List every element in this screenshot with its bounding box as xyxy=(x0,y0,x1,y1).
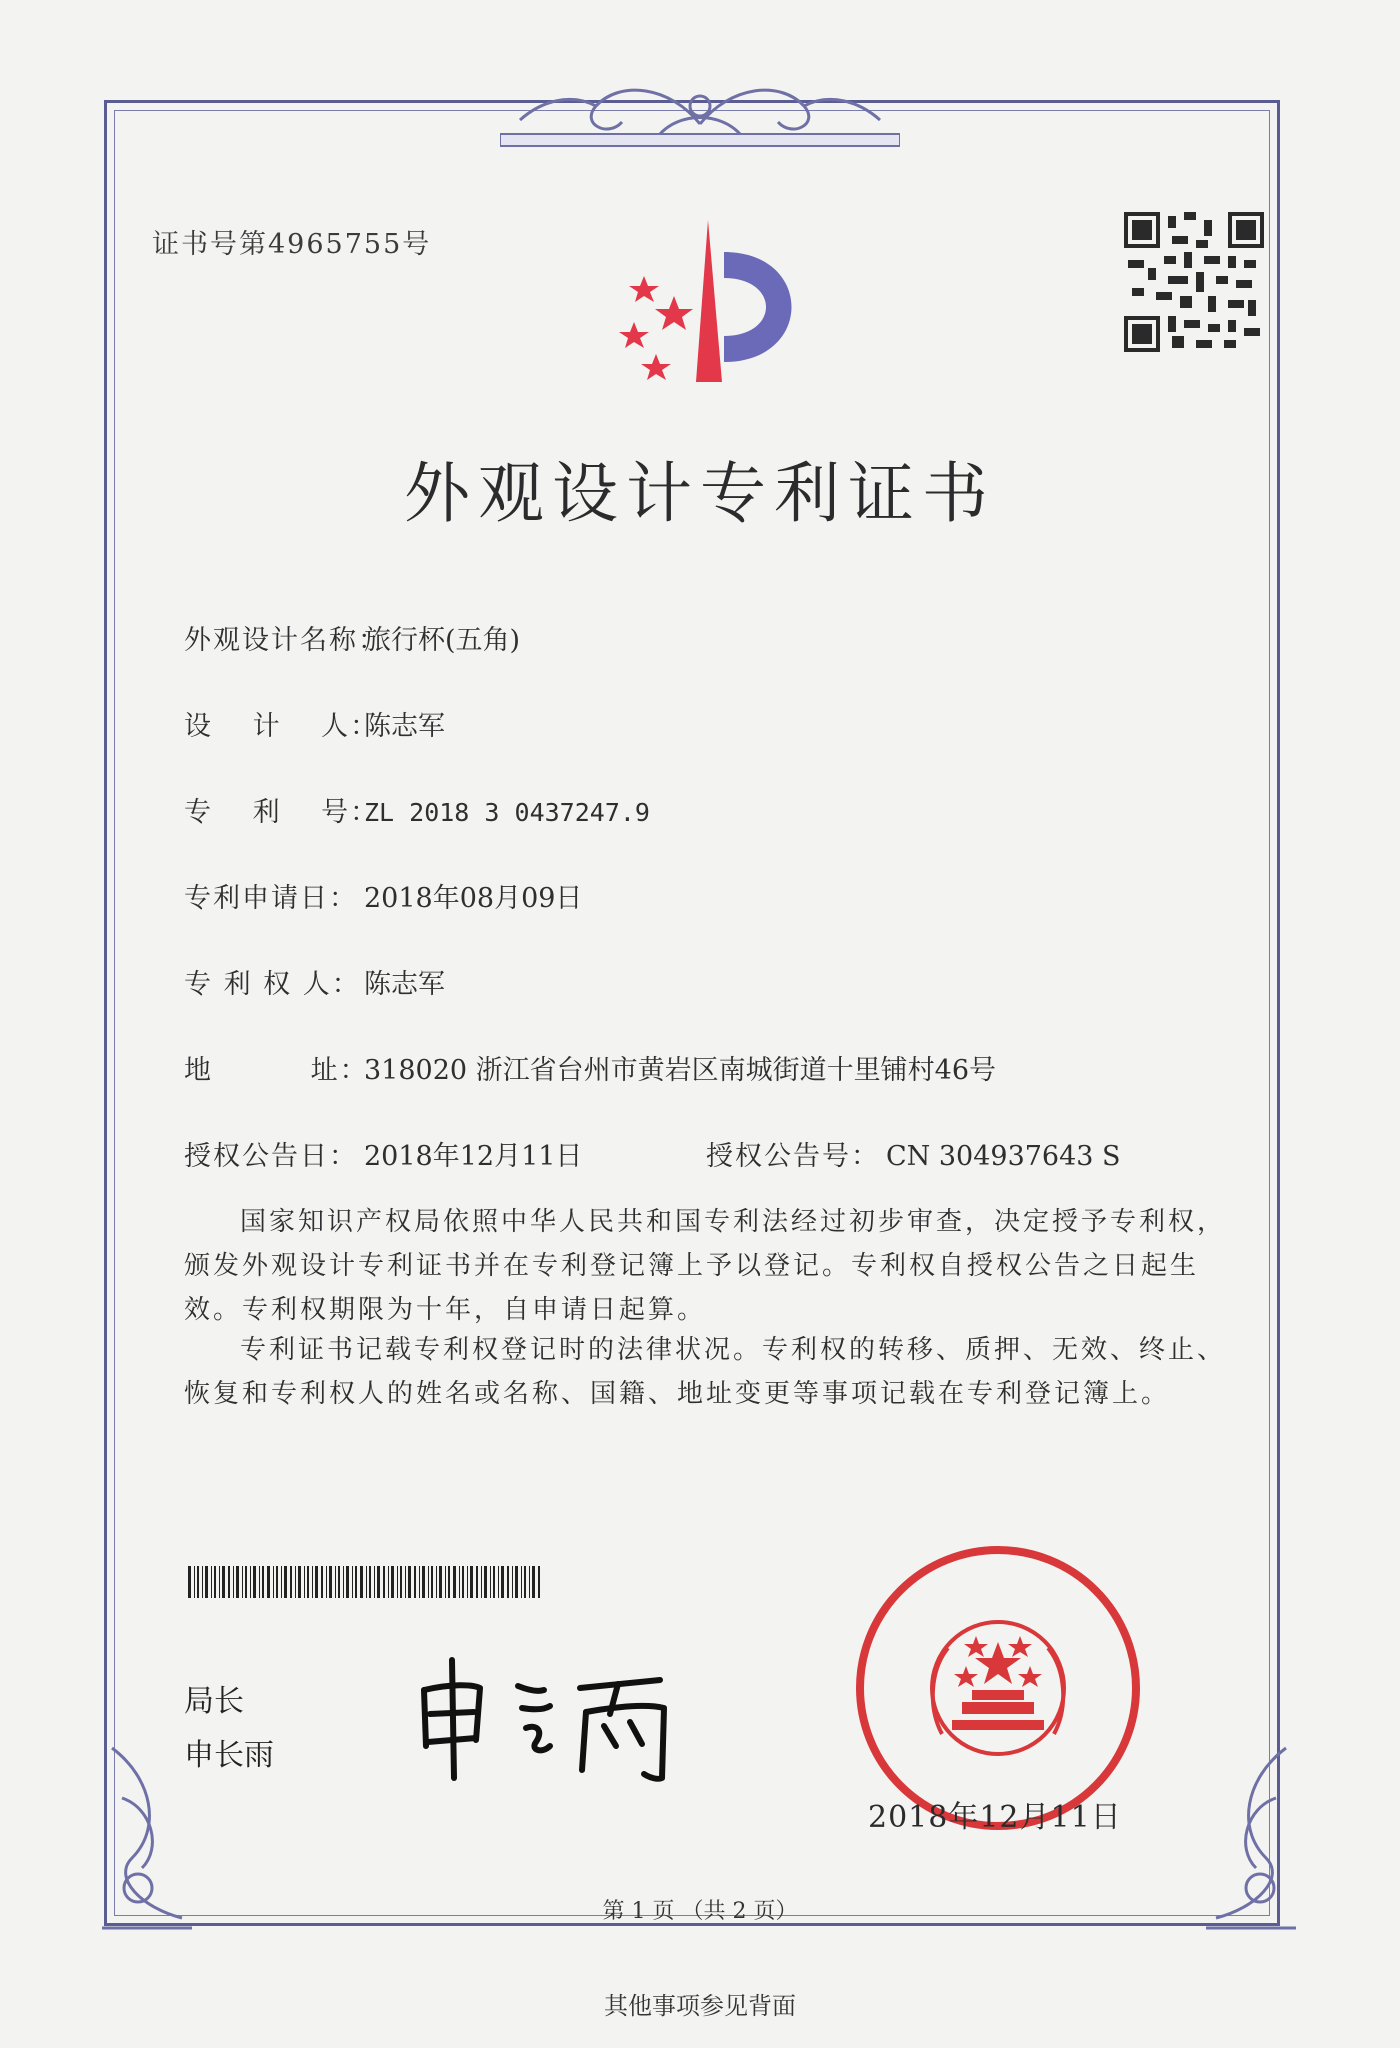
field-label: 外观设计名称： xyxy=(184,625,387,656)
field-patentee xyxy=(184,962,445,1001)
field-grant-date xyxy=(184,1134,582,1173)
field-patent-number xyxy=(184,790,650,829)
barcode-icon xyxy=(188,1566,540,1598)
paragraph-legal-status: 专利证书记载专利权登记时的法律状况。专利权的转移、质押、无效、终止、恢复和专利权人的姓名或名称、国籍、地址变更等事项记载在专利登记簿上。 xyxy=(184,1335,1227,1409)
field-label: 专 利 号： xyxy=(184,797,380,828)
field-value: 2018年12月11日 xyxy=(364,1141,583,1172)
field-value: ZL 2018 3 0437247.9 xyxy=(364,798,650,827)
top-ornament xyxy=(500,72,900,152)
field-label: 专 利 权 人： xyxy=(184,969,361,1000)
field-value: 旅行杯(五角) xyxy=(364,625,521,656)
footer-note: 其他事项参见背面 xyxy=(604,1992,796,2020)
cnipa-logo-icon xyxy=(604,212,824,392)
paragraph-grant-statement: 国家知识产权局依照中华人民共和国专利法经过初步审查，决定授予专利权，颁发外观设计专利证书并在专利登记簿上予以登记。专利权自授权公告之日起生效。专利权期限为十年，自申请日起算。 xyxy=(184,1207,1227,1325)
handwritten-signature xyxy=(410,1650,710,1790)
field-label: 授权公告号： xyxy=(706,1141,880,1172)
qr-code-icon xyxy=(1124,212,1264,352)
field-value: 陈志军 xyxy=(364,711,445,742)
certificate-number: 证书号第4965755号 xyxy=(152,229,432,260)
seal-date: 2018年12月11日 xyxy=(868,1800,1122,1835)
field-designer xyxy=(184,704,445,743)
field-application-date xyxy=(184,876,582,915)
field-value: 2018年08月09日 xyxy=(364,883,583,914)
director-title: 局长 xyxy=(184,1684,244,1719)
field-label: 设 计 人： xyxy=(184,711,380,742)
field-label: 专利申请日： xyxy=(184,883,358,914)
field-value: CN 304937643 S xyxy=(886,1141,1121,1172)
field-value: 陈志军 xyxy=(364,969,445,1000)
field-value: 318020 浙江省台州市黄岩区南城街道十里铺村46号 xyxy=(364,1055,997,1086)
field-label: 授权公告日： xyxy=(184,1141,358,1172)
field-grant-number xyxy=(706,1134,1121,1173)
field-address xyxy=(184,1048,996,1087)
director-name: 申长雨 xyxy=(184,1738,274,1773)
field-label: 地 址： xyxy=(184,1055,369,1086)
field-design-name xyxy=(184,618,520,657)
page-number: 第 1 页 （共 2 页） xyxy=(602,1899,798,1924)
page-title: 外观设计专利证书 xyxy=(404,455,996,532)
